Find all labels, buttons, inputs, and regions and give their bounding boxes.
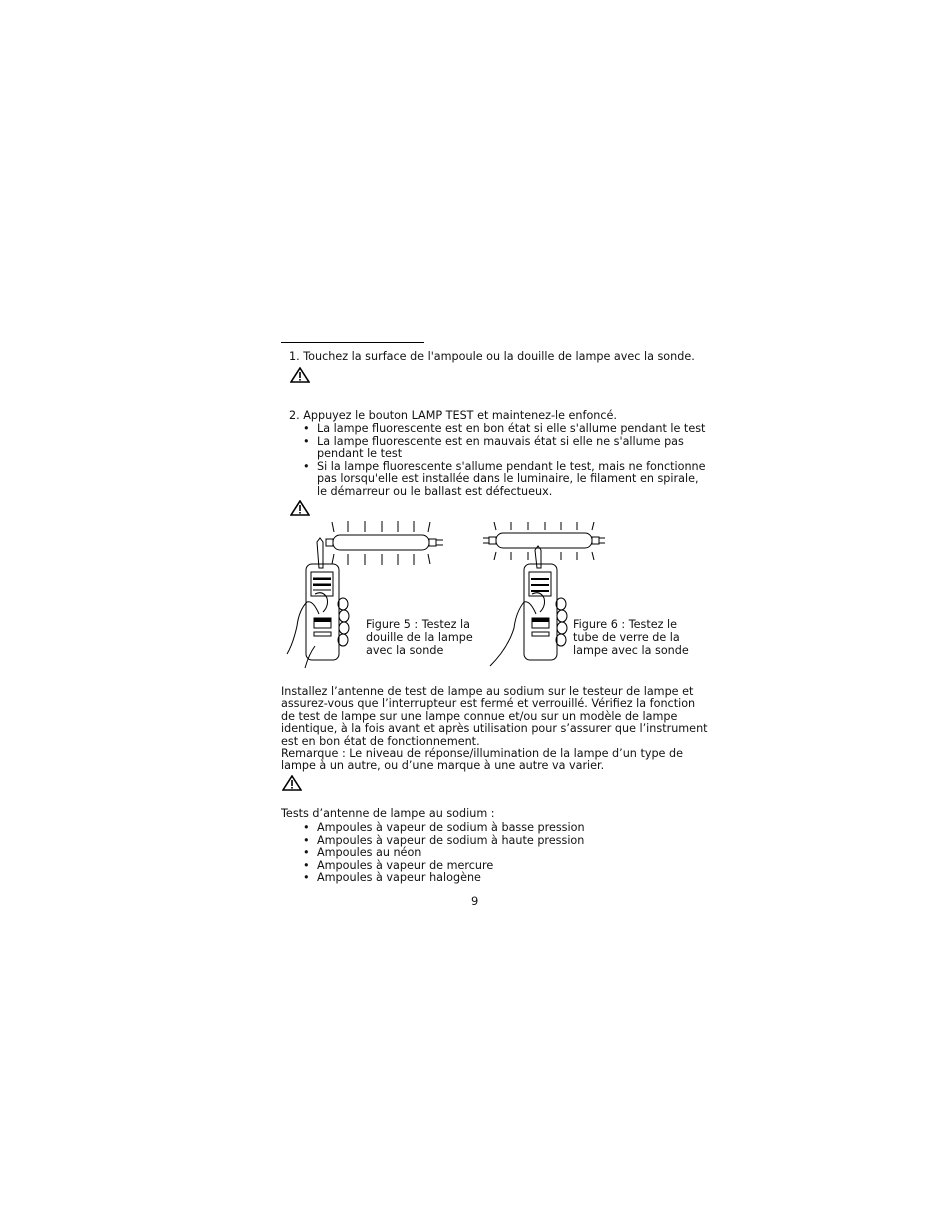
paragraph-line: identique, à la fois avant et après utilisation pour s’assurer que l’instrument	[281, 722, 708, 736]
note-line: lampe à un autre, ou d’une marque à une autre va varier.	[281, 759, 605, 773]
caption-line: lampe avec la sonde	[573, 644, 689, 657]
list-item-line: pendant le test	[317, 447, 403, 461]
section-divider	[281, 342, 424, 343]
list-item-line: Si la lampe fluorescente s'allume pendant le test, mais ne fonctionne	[317, 459, 706, 473]
list-item	[303, 423, 706, 436]
sodium-tests-title: Tests d’antenne de lampe au sodium :	[281, 807, 495, 820]
list-item	[303, 436, 706, 461]
caption-line: avec la sonde	[366, 644, 444, 657]
bullet-glyph: •	[303, 846, 310, 860]
warning-triangle-icon	[282, 775, 302, 791]
figure-6-caption	[573, 618, 689, 657]
warning-triangle-icon	[290, 367, 310, 383]
list-item-line: pas lorsqu'elle est installée dans le luminaire, le filament en spirale,	[317, 472, 699, 486]
step-2-bullet-list	[303, 423, 706, 499]
list-item-text: Ampoules au néon	[317, 846, 422, 860]
caption-line: douille de la lampe	[366, 631, 473, 644]
bullet-glyph: •	[303, 833, 310, 847]
paragraph-line: Installez l’antenne de test de lampe au sodium sur le testeur de lampe et	[281, 685, 694, 698]
list-item-text: Ampoules à vapeur halogène	[317, 871, 481, 885]
figure-5-caption	[366, 618, 473, 657]
sodium-tests-list	[303, 822, 585, 885]
bullet-glyph: •	[303, 871, 310, 885]
paragraph-line: est en bon état de fonctionnement.	[281, 734, 480, 748]
list-item	[303, 872, 585, 885]
list-item-text: Ampoules à vapeur de mercure	[317, 858, 494, 872]
paragraph-line: de test de lampe sur une lampe connue et/ou sur un modèle de lampe	[281, 709, 678, 723]
bullet-glyph: •	[303, 858, 310, 872]
list-item-line: le démarreur ou le ballast est défectueux.	[317, 484, 553, 498]
caption-line: Figure 6 : Testez le	[573, 618, 678, 631]
caption-line: tube de verre de la	[573, 631, 680, 644]
step-1-text: 1. Touchez la surface de l'ampoule ou la douille de lampe avec la sonde.	[289, 350, 695, 363]
list-item-line: La lampe fluorescente est en bon état si elle s'allume pendant le test	[317, 422, 706, 435]
paragraph-line: assurez-vous que l’interrupteur est fermé et verrouillé. Vérifiez la fonction	[281, 697, 696, 711]
caption-line: Figure 5 : Testez la	[366, 618, 471, 631]
list-item	[303, 461, 706, 499]
page-number: 9	[471, 894, 479, 908]
list-item-line: La lampe fluorescente est en mauvais état si elle ne s'allume pas	[317, 434, 684, 448]
note-line: Remarque : Le niveau de réponse/illumination de la lampe d’un type de	[281, 747, 683, 761]
bullet-glyph: •	[303, 459, 310, 473]
list-item-text: Ampoules à vapeur de sodium à haute pression	[317, 833, 585, 847]
bullet-glyph: •	[303, 821, 310, 834]
bullet-glyph: •	[303, 434, 310, 448]
warning-triangle-icon	[290, 500, 310, 516]
step-2-text: 2. Appuyez le bouton LAMP TEST et maintenez-le enfoncé.	[289, 409, 617, 422]
sodium-antenna-paragraph	[281, 686, 708, 773]
list-item-text: Ampoules à vapeur de sodium à basse pression	[317, 821, 585, 834]
bullet-glyph: •	[303, 422, 310, 435]
